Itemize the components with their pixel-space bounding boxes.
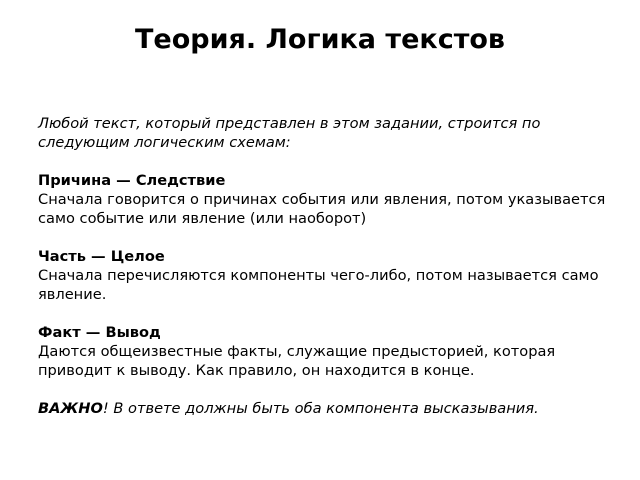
section-heading: Факт — Вывод — [38, 324, 161, 341]
important-label: ВАЖНО — [38, 400, 103, 417]
slide-title: Теория. Логика текстов — [134, 24, 506, 55]
section-body: Даются общеизвестные факты, служащие предысторией, которая приводит к выводу. Как правило, он находится в конце. — [38, 343, 556, 379]
intro-text: Любой текст, который представлен в этом задании, строится по следующим логическим схемам: — [38, 115, 541, 151]
section-body: Сначала перечисляются компоненты чего-либо, потом называется само явление. — [38, 267, 599, 303]
section-heading: Часть — Целое — [38, 248, 165, 265]
section-body: Сначала говорится о причинах события или явления, потом указывается само событие или явление (или наоборот) — [38, 191, 606, 227]
important-note — [38, 399, 613, 418]
important-text: ! В ответе должны быть оба компонента высказывания. — [102, 400, 539, 417]
section-part-whole — [38, 247, 613, 304]
slide-content — [38, 114, 613, 418]
section-heading: Причина — Следствие — [38, 172, 226, 189]
section-fact-conclusion — [38, 323, 613, 380]
section-cause-effect — [38, 171, 613, 228]
